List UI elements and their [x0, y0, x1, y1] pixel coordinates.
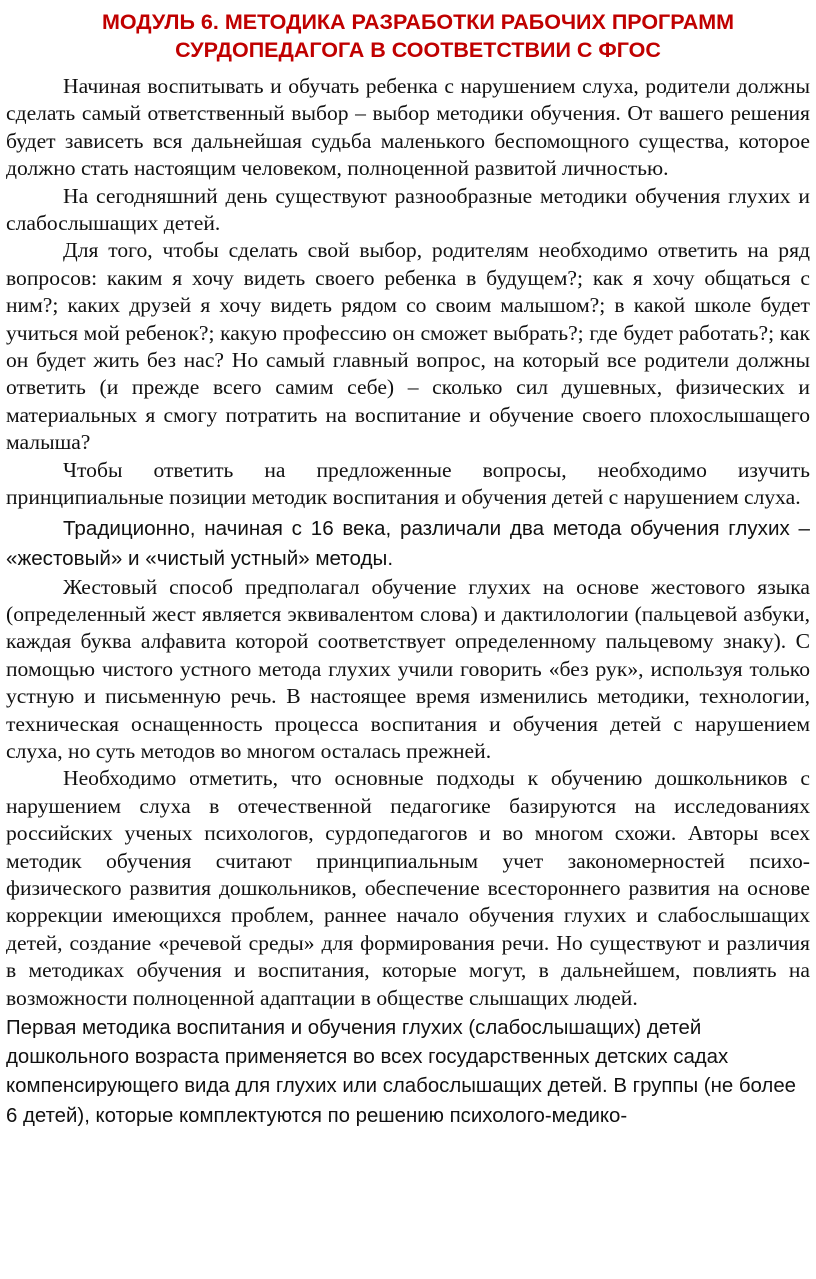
paragraph-2: На сегодняшний день существуют разнообразные методики обучения глухих и слабослышащих детей. — [6, 183, 810, 236]
paragraph-1: Начиная воспитывать и обучать ребенка с нарушением слуха, родители должны сделать самый ответственный выбор – выбор методики обучения. От вашего решения будет зависеть вся дальнейшая судьба маленького беспомощного существа, которое должно стать настоящим человеком, полноценной развитой личностью. — [6, 74, 810, 181]
paragraph-7: Необходимо отметить, что основные подходы к обучению дошкольников с нарушением слуха в отечественной педагогике базируются на исследованиях российских ученых психологов, сурдопедагогов и во многом схожи. Авторы всех методик обучения считают принципиальным учет закономерностей психо-физического развития дошкольников, обеспечение всестороннего развития на основе коррекции имеющихся проблем, раннее начало обучения глухих и слабослышащих детей, создание «речевой среды» для формирования речи. Но существуют и различия в методиках обучения и воспитания, которые могут, в дальнейшем, повлиять на возможности полноценной адаптации в обществе слышащих людей. — [6, 766, 810, 1010]
paragraph-4: Чтобы ответить на предложенные вопросы, необходимо изучить принципиальные позиции методик воспитания и обучения детей с нарушением слуха. — [6, 457, 810, 510]
paragraph-5: Традиционно, начиная с 16 века, различали два метода обучения глухих – «жестовый» и «чистый устный» методы. — [6, 516, 810, 570]
title-line-2: СУРДОПЕДАГОГА В СООТВЕТСТВИИ С ФГОС — [175, 38, 661, 62]
paragraph-3: Для того, чтобы сделать свой выбор, родителям необходимо ответить на ряд вопросов: каким я хочу видеть своего ребенка в будущем?; как я хочу общаться с ним?; каких друзей я хочу видеть рядом со своим малышом?; в какой школе будет учиться мой ребенок?; какую профессию он сможет выбрать?; где будет работать?; как он будет жить без нас? Но самый главный вопрос, на который все родители должны ответить (и прежде всего самим себе) – сколько сил душевных, физических и материальных я смогу потратить на воспитание и обучение своего плохослышащего малыша? — [6, 238, 810, 455]
title-line-1: МОДУЛЬ 6. МЕТОДИКА РАЗРАБОТКИ РАБОЧИХ ПРОГРАММ — [101, 10, 735, 34]
page-title — [6, 8, 810, 64]
paragraph-8: Первая методика воспитания и обучения глухих (слабослышащих) детей дошкольного возраста применяется во всех государственных детских садах компенсирующего вида для глухих или слабослышащих детей. В группы (не более 6 детей), которые комплектуются по решению психолого-медико- — [6, 1017, 796, 1127]
paragraph-6: Жестовый способ предполагал обучение глухих на основе жестового языка (определенный жест является эквивалентом слова) и дактилологии (пальцевой азбуки, каждая буква алфавита которой соответствует определенному пальцевому знаку). С помощью чистого устного метода глухих учили говорить «без рук», используя только устную и письменную речь. В настоящее время изменились методики, технологии, техническая оснащенность процесса воспитания и обучения детей с нарушением слуха, но суть методов во многом осталась прежней. — [6, 574, 810, 763]
